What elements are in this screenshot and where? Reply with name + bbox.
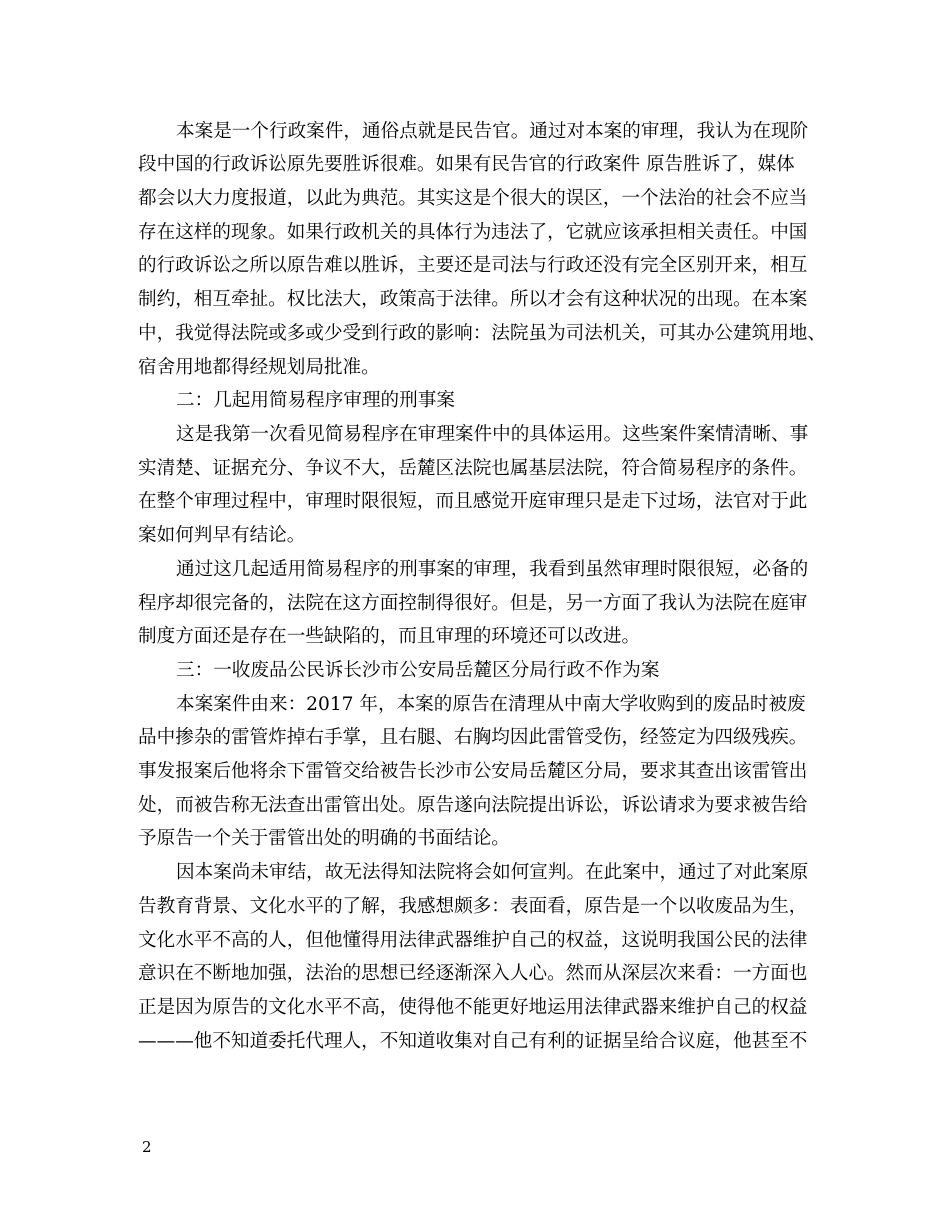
text-line: 制约，相互牵扯。权比法大，政策高于法律。所以才会有这种状况的出现。在本案 — [138, 289, 808, 310]
text-line: 告教育背景、文化水平的了解，我感想颇多：表面看，原告是一个以收废品为生， — [138, 896, 808, 917]
text-line: 予原告一个关于雷管出处的明确的书面结论。 — [138, 828, 510, 849]
text-line: 意识在不断地加强，法治的思想已经逐渐深入人心。然而从深层次来看：一方面也 — [138, 963, 808, 984]
section-heading: 二：几起用简易程序审理的刑事案 — [176, 390, 455, 411]
text-line: 这是我第一次看见简易程序在审理案件中的具体运用。这些案件案情清晰、事 — [176, 424, 809, 445]
text-line: 中，我觉得法院或多或少受到行政的影响：法院虽为司法机关，可其办公建筑用地、 — [138, 323, 826, 344]
text-line: 存在这样的现象。如果行政机关的具体行为违法了，它就应该承担相关责任。中国 — [138, 222, 808, 243]
text-line: 程序却很完备的，法院在这方面控制得很好。但是，另一方面了我认为法院在庭审 — [138, 593, 808, 614]
text-line: 本案案件由来：2017 年，本案的原告在清理从中南大学收购到的废品时被废 — [176, 694, 806, 715]
text-line: 段中国的行政诉讼原先要胜诉很难。如果有民告官的行政案件 原告胜诉了，媒体 — [138, 154, 795, 175]
text-line: 制度方面还是存在一些缺陷的，而且审理的环境还可以改进。 — [138, 626, 641, 647]
text-line: 因本案尚未审结，故无法得知法院将会如何宣判。在此案中，通过了对此案原 — [176, 862, 809, 883]
text-line: 通过这几起适用简易程序的刑事案的审理，我看到虽然审理时限很短，必备的 — [176, 559, 809, 580]
text-line: 正是因为原告的文化水平不高，使得他不能更好地运用法律武器来维护自己的权益 — [138, 997, 808, 1018]
text-line: 案如何判早有结论。 — [138, 525, 306, 546]
text-line: 文化水平不高的人，但他懂得用法律武器维护自己的权益，这说明我国公民的法律 — [138, 930, 808, 951]
text-line: 本案是一个行政案件，通俗点就是民告官。通过对本案的审理，我认为在现阶 — [176, 121, 809, 142]
page-number: 2 — [142, 1138, 152, 1156]
text-line: ———他不知道委托代理人，不知道收集对自己有利的证据呈给合议庭，他甚至不 — [138, 1031, 808, 1052]
text-line: 实清楚、证据充分、争议不大，岳麓区法院也属基层法院，符合简易程序的条件。 — [138, 458, 808, 479]
text-line: 品中掺杂的雷管炸掉右手掌，且右腿、右胸均因此雷管受伤，经签定为四级残疾。 — [138, 727, 808, 748]
text-line: 处，而被告称无法查出雷管出处。原告遂向法院提出诉讼，诉讼请求为要求被告给 — [138, 795, 808, 816]
text-line: 宿舍用地都得经规划局批准。 — [138, 357, 380, 378]
text-line: 事发报案后他将余下雷管交给被告长沙市公安局岳麓区分局，要求其查出该雷管出 — [138, 761, 808, 782]
section-heading: 三：一收废品公民诉长沙市公安局岳麓区分局行政不作为案 — [176, 660, 660, 681]
text-line: 都会以大力度报道，以此为典范。其实这是个很大的误区，一个法治的社会不应当 — [138, 188, 808, 209]
text-line: 在整个审理过程中，审理时限很短，而且感觉开庭审理只是走下过场，法官对于此 — [138, 491, 808, 512]
text-line: 的行政诉讼之所以原告难以胜诉，主要还是司法与行政还没有完全区别开来，相互 — [138, 255, 808, 276]
